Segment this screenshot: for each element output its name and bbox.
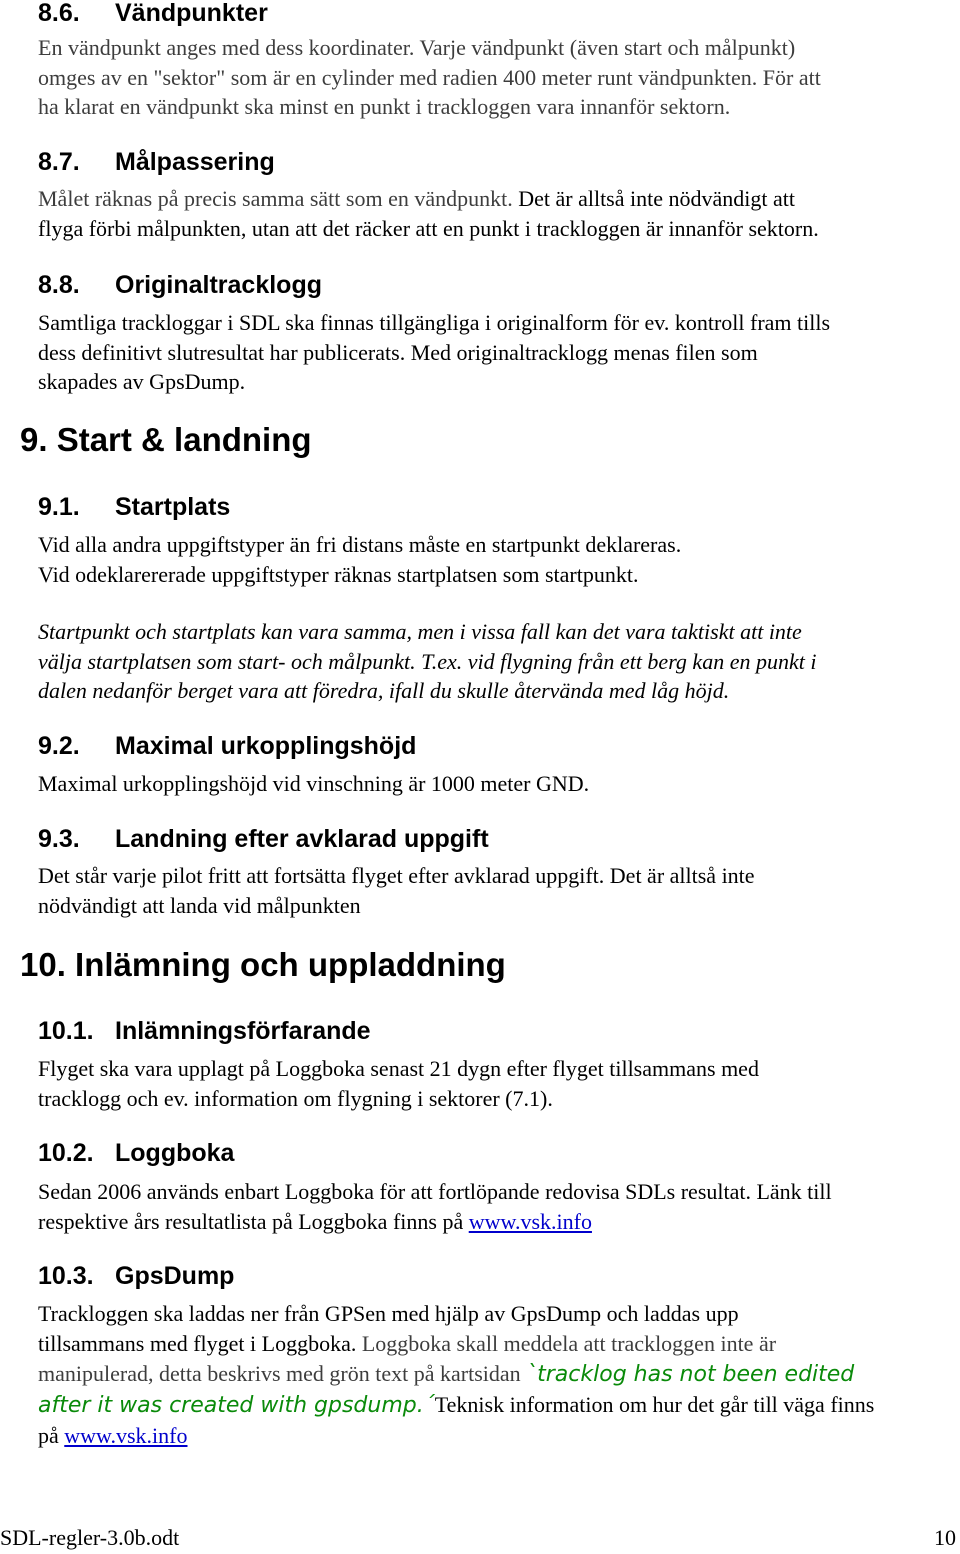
vsk-info-link[interactable]: www.vsk.info [468, 1208, 592, 1234]
text-line: välja startplatsen som start- och målpunkt. T.ex. vid flygning från ett berg kan en punkt i [38, 648, 817, 674]
text-line [38, 1207, 960, 1237]
section-title: Vändpunkter [115, 0, 268, 27]
section-number: 9.3. [38, 825, 80, 853]
heading-8-7 [38, 147, 275, 177]
paragraph-9-3 [38, 861, 960, 920]
heading-9: 9. Start & landning [20, 421, 312, 458]
section-title: Målpassering [115, 148, 275, 176]
text-line: Vid odeklarererade uppgiftstyper räknas startplatsen som startpunkt. [38, 561, 639, 587]
heading-10-3 [38, 1261, 234, 1291]
body-text: på [38, 1423, 65, 1448]
text-line: nödvändigt att landa vid målpunkten [38, 892, 361, 918]
text-line: Sedan 2006 används enbart Loggboka för att fortlöpande redovisa SDLs resultat. Länk till [38, 1179, 832, 1204]
text-line: flyga förbi målpunkten, utan att det räcker att en punkt i trackloggen är innanför sektorn. [38, 215, 819, 241]
text-line: Det står varje pilot fritt att fortsätta flyget efter avklarad uppgift. Det är alltså inte [38, 863, 755, 888]
text-line: Samtliga trackloggar i SDL ska finnas tillgängliga i originalform för ev. kontroll fram tills [38, 310, 831, 335]
section-title: Startplats [115, 493, 231, 521]
section-title: Originaltracklogg [115, 271, 322, 299]
heading-9-2 [38, 731, 416, 761]
heading-9-1 [38, 492, 230, 522]
text-line: skapades av GpsDump. [38, 369, 246, 394]
section-title: Inlämningsförfarande [115, 1017, 371, 1045]
text-line: Trackloggen ska laddas ner från GPSen med hjälp av GpsDump och laddas upp [38, 1301, 739, 1326]
section-number: 8.7. [38, 148, 80, 176]
paragraph-8-8 [38, 308, 960, 397]
section-number: 9.2. [38, 732, 80, 760]
paragraph-9-1 [38, 530, 960, 589]
text-line [38, 1421, 960, 1451]
gray-text: Målet räknas på precis samma sätt som en vändpunkt. [38, 186, 513, 211]
green-quote-text: after it was created with gpsdump.´ [38, 1393, 435, 1418]
paragraph-10-3 [38, 1299, 960, 1451]
section-title: GpsDump [115, 1262, 235, 1290]
text-line [38, 1390, 960, 1421]
text-line [38, 184, 960, 214]
text-line: Flyget ska vara upplagt på Loggboka senast 21 dygn efter flyget tillsammans med [38, 1056, 759, 1081]
section-number: 10.3. [38, 1262, 94, 1290]
heading-10-2 [38, 1138, 234, 1168]
body-text: Teknisk information om hur det går till väga finns [434, 1392, 875, 1417]
gray-text: manipulerad, detta beskrivs med grön text på kartsidan [38, 1361, 527, 1386]
text-line: dalen nedanför berget vara att föredra, ifall du skulle återvända med låg höjd. [38, 678, 730, 703]
gray-text: Loggboka skall meddela att trackloggen inte är [356, 1331, 777, 1356]
section-title: Landning efter avklarad uppgift [115, 825, 489, 853]
paragraph-10-1 [38, 1054, 960, 1113]
vsk-info-link[interactable]: www.vsk.info [64, 1423, 188, 1448]
text-line: Maximal urkopplingshöjd vid vinschning är 1000 meter GND. [38, 771, 590, 796]
heading-8-6 [38, 0, 268, 28]
text-line: omges av en "sektor" som är en cylinder med radien 400 meter runt vändpunkten. För att [38, 64, 821, 90]
green-quote-text: `tracklog has not been edited [526, 1362, 855, 1387]
section-title: Maximal urkopplingshöjd [115, 732, 417, 760]
body-text: respektive års resultatlista på Loggboka finns på [38, 1208, 469, 1234]
text-line: Vid alla andra uppgiftstyper än fri distans måste en startpunkt deklareras. [38, 532, 682, 557]
text-line: tracklogg och ev. information om flygning i sektorer (7.1). [38, 1085, 553, 1111]
heading-8-8 [38, 270, 322, 300]
section-title: Loggboka [115, 1139, 235, 1167]
text-line [38, 1359, 960, 1390]
text-line: dess definitivt slutresultat har publicerats. Med originaltracklogg menas filen som [38, 339, 758, 365]
paragraph-9-2 [38, 769, 960, 799]
paragraph-8-7 [38, 184, 960, 243]
section-number: 10.1. [38, 1017, 94, 1045]
footer-filename: SDL-regler-3.0b.odt [0, 1525, 180, 1550]
text-line: En vändpunkt anges med dess koordinater. Varje vändpunkt (även start och målpunkt) [38, 35, 796, 60]
section-number: 10.2. [38, 1139, 94, 1167]
section-number: 8.6. [38, 0, 80, 27]
paragraph-10-2 [38, 1177, 960, 1236]
heading-9-3 [38, 824, 489, 854]
body-text: Det är alltså inte nödvändigt att [512, 186, 795, 211]
section-number: 9.1. [38, 493, 80, 521]
heading-10: 10. Inlämning och uppladdning [20, 946, 506, 983]
body-text: tillsammans med flyget i Loggboka. [38, 1331, 357, 1356]
heading-10-1 [38, 1016, 371, 1046]
text-line: ha klarat en vändpunkt ska minst en punkt i trackloggen vara innanför sektorn. [38, 94, 731, 119]
footer-page-number: 10 [934, 1525, 956, 1550]
text-line [38, 1329, 960, 1359]
text-line: Startpunkt och startplats kan vara samma, men i vissa fall kan det vara taktiskt att inte [38, 619, 802, 644]
italic-note-9-1 [38, 617, 960, 706]
paragraph-8-6 [38, 33, 960, 122]
section-number: 8.8. [38, 271, 80, 299]
